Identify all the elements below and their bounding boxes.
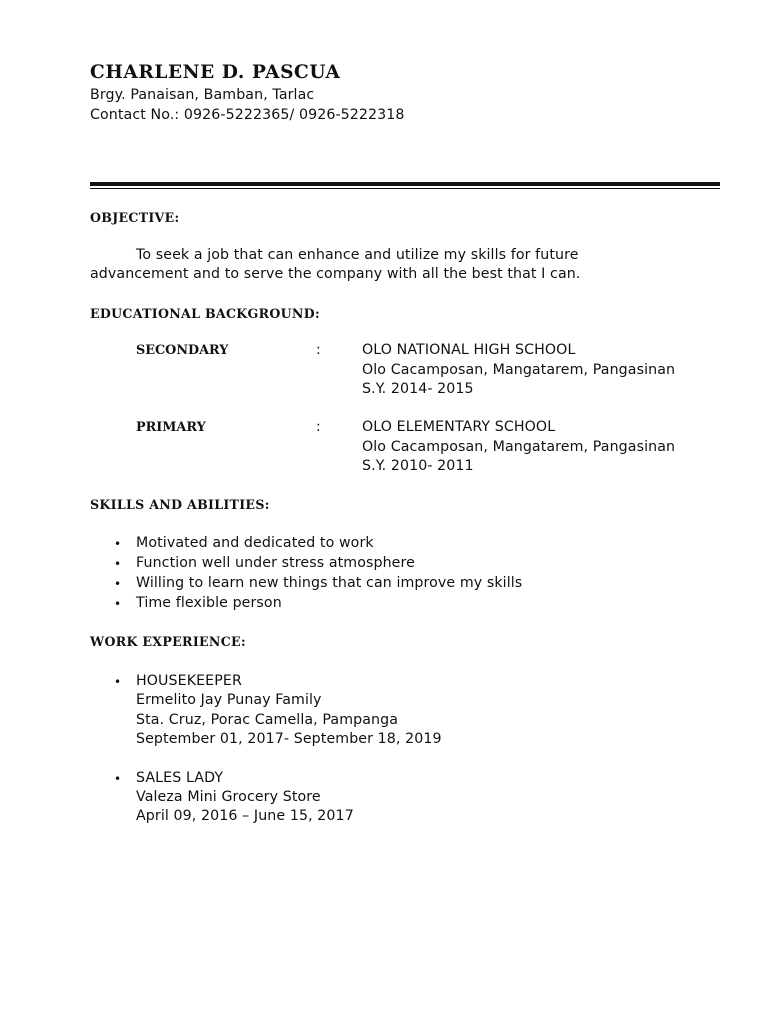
education-level-secondary: SECONDARY bbox=[136, 343, 229, 358]
primary-school-name: OLO ELEMENTARY SCHOOL bbox=[362, 419, 556, 435]
secondary-school-year: S.Y. 2014- 2015 bbox=[362, 381, 474, 397]
objective-heading: OBJECTIVE: bbox=[90, 210, 180, 225]
job-title-housekeeper: HOUSEKEEPER bbox=[136, 673, 242, 689]
job-employer: Valeza Mini Grocery Store bbox=[136, 789, 321, 805]
job-title-sales-lady: SALES LADY bbox=[136, 770, 224, 786]
objective-text-line-1: To seek a job that can enhance and utilize my skills for future bbox=[136, 247, 579, 263]
bullet-icon: • bbox=[114, 597, 122, 611]
primary-school-location: Olo Cacamposan, Mangatarem, Pangasinan bbox=[362, 439, 676, 455]
bullet-icon: • bbox=[114, 675, 122, 689]
objective-text-line-2: advancement and to serve the company with all the best that I can. bbox=[90, 266, 581, 282]
secondary-school-location: Olo Cacamposan, Mangatarem, Pangasinan bbox=[362, 362, 676, 378]
skill-item: Motivated and dedicated to work bbox=[136, 535, 374, 551]
bullet-icon: • bbox=[114, 557, 122, 571]
primary-school-year: S.Y. 2010- 2011 bbox=[362, 458, 474, 474]
skills-heading: SKILLS AND ABILITIES: bbox=[90, 497, 270, 512]
header-divider-thin bbox=[90, 188, 720, 189]
contact-numbers: Contact No.: 0926-5222365/ 0926-5222318 bbox=[90, 107, 405, 123]
skill-item: Function well under stress atmosphere bbox=[136, 555, 415, 571]
bullet-icon: • bbox=[114, 537, 122, 551]
job-dates: September 01, 2017- September 18, 2019 bbox=[136, 731, 442, 747]
education-separator: : bbox=[316, 342, 321, 358]
job-location: Sta. Cruz, Porac Camella, Pampanga bbox=[136, 712, 399, 728]
secondary-school-name: OLO NATIONAL HIGH SCHOOL bbox=[362, 342, 576, 358]
skill-item: Willing to learn new things that can improve my skills bbox=[136, 575, 523, 591]
header-divider-thick bbox=[90, 182, 720, 186]
job-employer: Ermelito Jay Punay Family bbox=[136, 692, 322, 708]
education-heading: EDUCATIONAL BACKGROUND: bbox=[90, 306, 320, 321]
work-experience-heading: WORK EXPERIENCE: bbox=[90, 634, 246, 649]
education-level-primary: PRIMARY bbox=[136, 420, 206, 435]
skill-item: Time flexible person bbox=[136, 595, 282, 611]
applicant-name: CHARLENE D. PASCUA bbox=[90, 62, 341, 83]
education-separator: : bbox=[316, 419, 321, 435]
bullet-icon: • bbox=[114, 577, 122, 591]
bullet-icon: • bbox=[114, 772, 122, 786]
address: Brgy. Panaisan, Bamban, Tarlac bbox=[90, 87, 315, 103]
job-dates: April 09, 2016 – June 15, 2017 bbox=[136, 808, 354, 824]
